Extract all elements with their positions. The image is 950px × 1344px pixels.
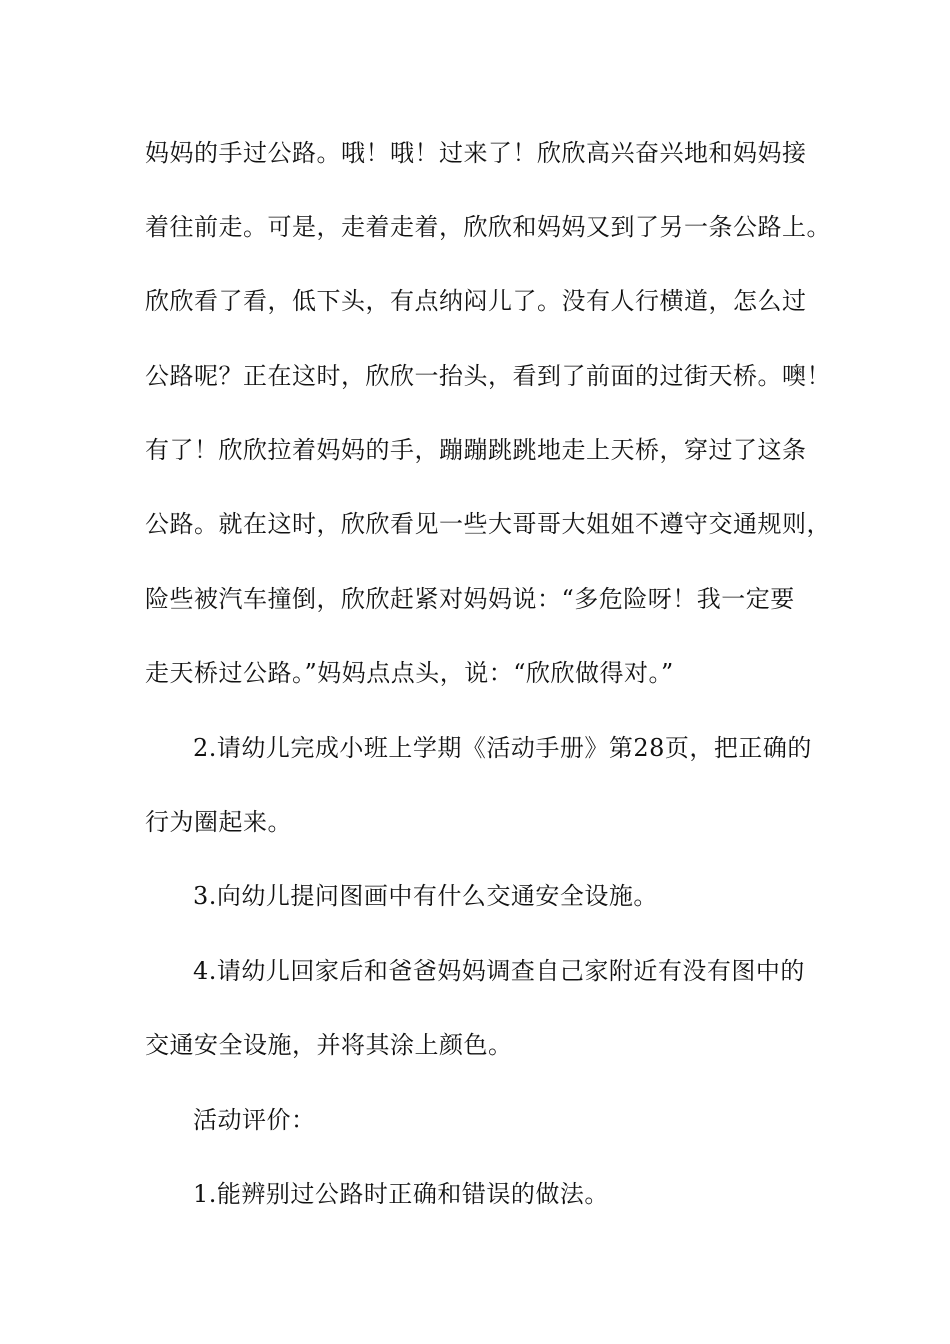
story-line: 妈妈的手过公路。哦！哦！过来了！欣欣高兴奋兴地和妈妈接 bbox=[145, 139, 807, 167]
step-3-line: 3.向幼儿提问图画中有什么交通安全设施。 bbox=[193, 882, 658, 910]
story-line: 欣欣看了看，低下头，有点纳闷儿了。没有人行横道，怎么过 bbox=[145, 287, 807, 315]
step-2-continuation: 行为圈起来。 bbox=[145, 808, 292, 836]
story-line: 公路。就在这时，欣欣看见一些大哥哥大姐姐不遵守交通规则， bbox=[145, 510, 831, 538]
step-4-continuation: 交通安全设施，并将其涂上颜色。 bbox=[145, 1031, 513, 1059]
story-line: 走天桥过公路。”妈妈点点头，说：“欣欣做得对。” bbox=[145, 659, 674, 687]
story-line: 着往前走。可是，走着走着，欣欣和妈妈又到了另一条公路上。 bbox=[145, 213, 831, 241]
evaluation-item-1: 1.能辨别过公路时正确和错误的做法。 bbox=[193, 1180, 609, 1208]
step-4-line: 4.请幼儿回家后和爸爸妈妈调查自己家附近有没有图中的 bbox=[193, 957, 805, 985]
section-heading: 活动评价： bbox=[193, 1106, 316, 1134]
story-line: 险些被汽车撞倒，欣欣赶紧对妈妈说：“多危险呀！我一定要 bbox=[145, 585, 795, 613]
story-line: 有了！欣欣拉着妈妈的手，蹦蹦跳跳地走上天桥，穿过了这条 bbox=[145, 436, 807, 464]
story-line: 公路呢？正在这时，欣欣一抬头，看到了前面的过街天桥。噢！ bbox=[145, 362, 831, 390]
step-2-line: 2.请幼儿完成小班上学期《活动手册》第28页，把正确的 bbox=[193, 734, 812, 762]
